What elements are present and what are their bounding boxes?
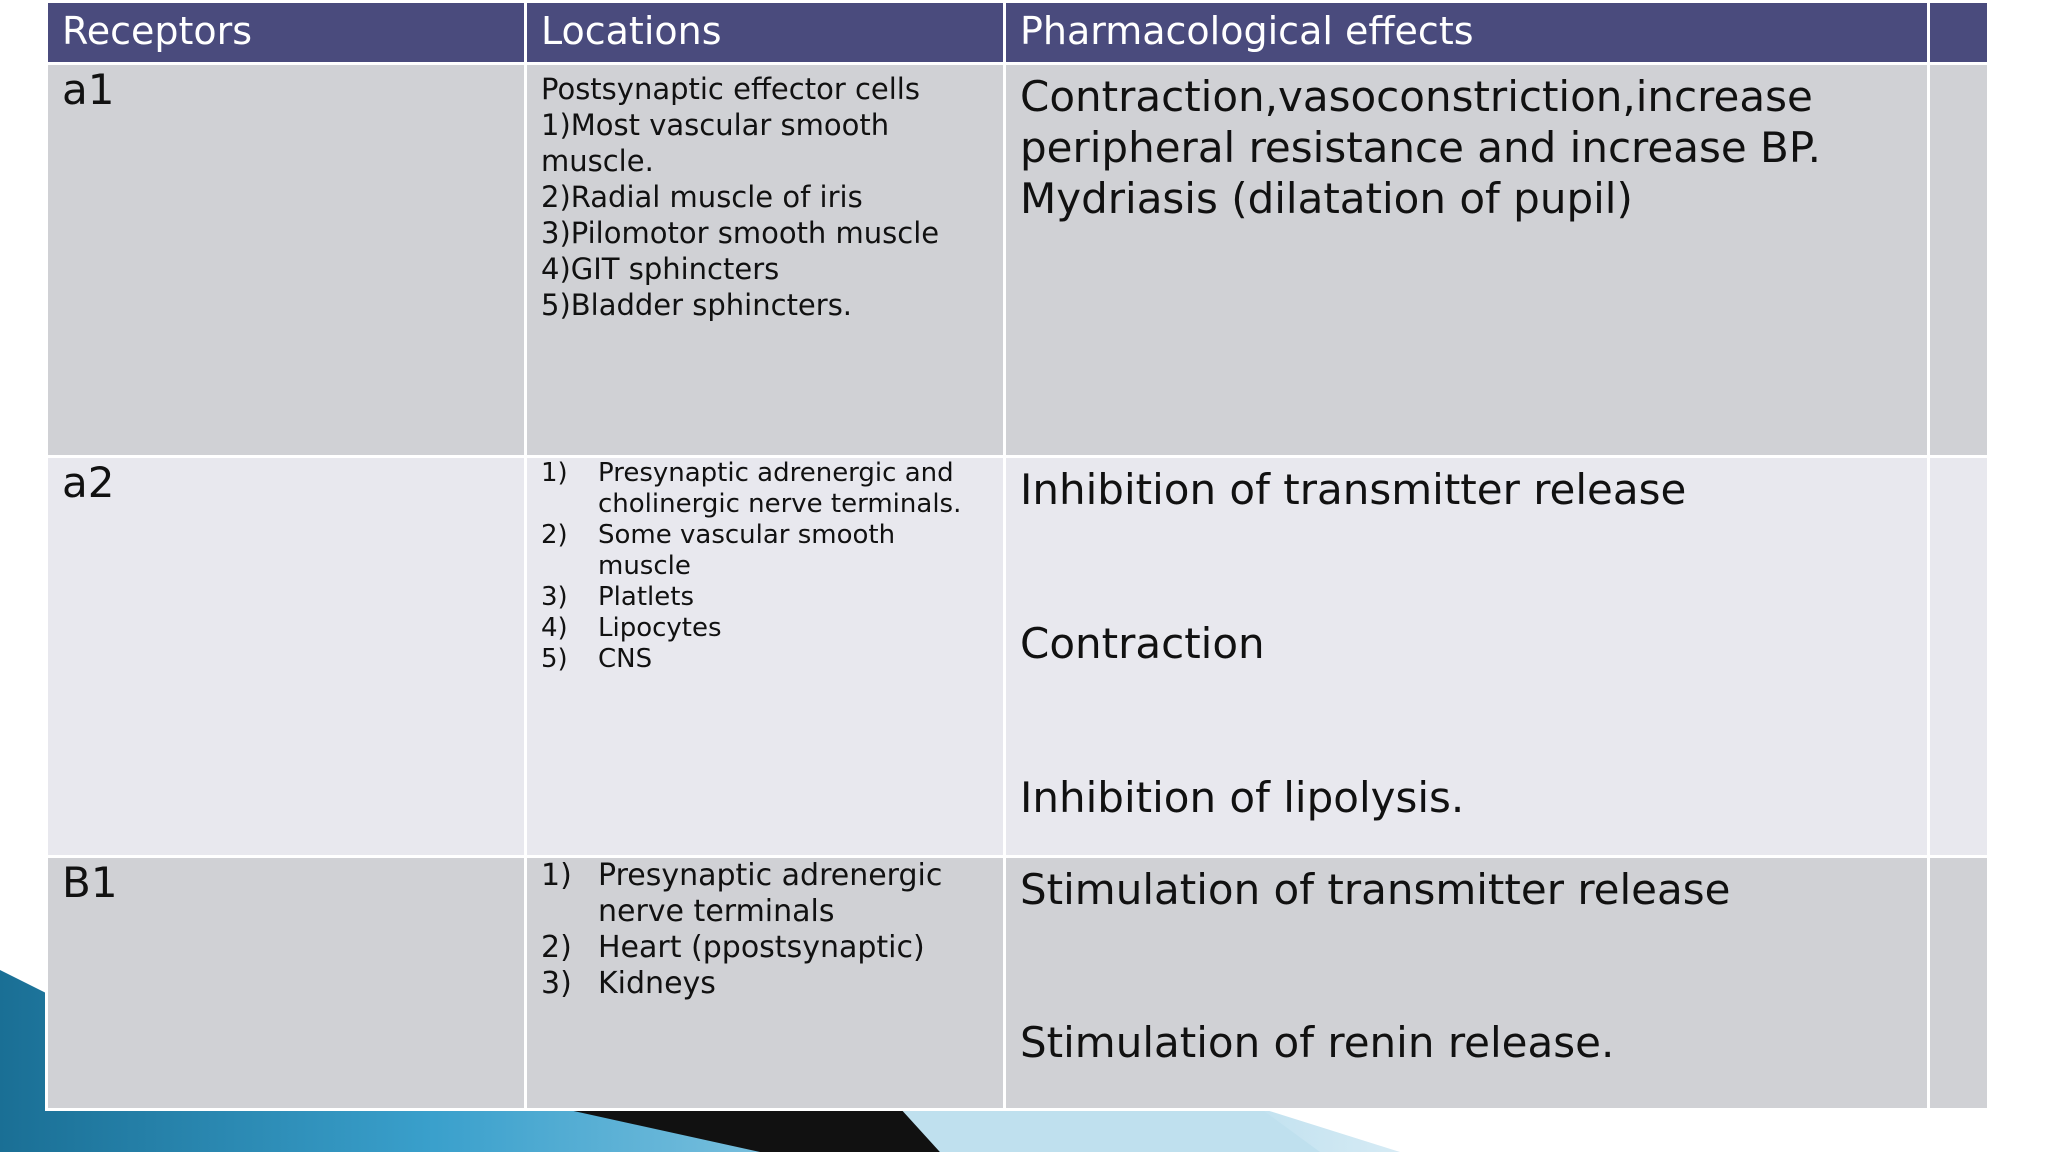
location-item: 5)Bladder sphincters. — [541, 288, 853, 322]
location-item — [541, 966, 989, 1002]
item-text: CNS — [598, 644, 653, 674]
item-number: 3) — [541, 582, 568, 612]
location-item — [541, 582, 989, 613]
location-item: 2)Radial muscle of iris — [541, 180, 863, 214]
location-item — [541, 930, 989, 966]
item-number: 3) — [541, 966, 572, 1001]
table-row-b1 — [47, 857, 1989, 1110]
item-text: Presynaptic adrenergic and cholinergic nerve terminals. — [598, 458, 962, 519]
effects-cell — [1005, 457, 1929, 857]
location-title: Postsynaptic effector cells — [541, 72, 920, 106]
item-text: Lipocytes — [598, 613, 722, 643]
effect-text: Stimulation of renin release. — [1020, 1018, 1615, 1067]
effect-text: Contraction — [1020, 619, 1265, 668]
item-number: 1) — [541, 858, 572, 893]
effects-cell — [1005, 857, 1929, 1110]
item-text: Kidneys — [598, 966, 716, 1001]
locations-cell — [526, 64, 1005, 457]
location-item — [541, 644, 989, 675]
location-list — [541, 858, 989, 1002]
item-number: 1) — [541, 458, 568, 488]
location-item: 1)Most vascular smooth muscle. — [541, 108, 890, 178]
header-empty — [1929, 2, 1989, 64]
header-receptors: Receptors — [47, 2, 526, 64]
effect-text: Stimulation of transmitter release — [1020, 865, 1731, 914]
location-item — [541, 613, 989, 644]
header-pharmacological-effects: Pharmacological effects — [1005, 2, 1929, 64]
item-text: Presynaptic adrenergic nerve terminals — [598, 858, 943, 929]
item-number: 5) — [541, 644, 568, 674]
item-number: 2) — [541, 930, 572, 965]
location-item: 3)Pilomotor smooth muscle — [541, 216, 940, 250]
effect-text: Inhibition of transmitter release — [1020, 465, 1687, 514]
locations-cell — [526, 457, 1005, 857]
effects-cell — [1005, 64, 1929, 457]
locations-cell — [526, 857, 1005, 1110]
receptor-table — [45, 0, 1990, 1111]
receptor-cell: a2 — [47, 457, 526, 857]
location-item — [541, 858, 989, 930]
empty-cell — [1929, 64, 1989, 457]
location-list — [541, 458, 989, 675]
effect-text: Contraction,vasoconstriction,increase peripheral resistance and increase BP. — [1020, 72, 1821, 172]
item-text: Some vascular smooth muscle — [598, 520, 896, 581]
empty-cell — [1929, 457, 1989, 857]
table-row-a1 — [47, 64, 1989, 457]
receptor-cell: a1 — [47, 64, 526, 457]
item-text: Platlets — [598, 582, 694, 612]
header-locations: Locations — [526, 2, 1005, 64]
location-item — [541, 520, 989, 582]
location-item — [541, 458, 989, 520]
empty-cell — [1929, 857, 1989, 1110]
effect-text: Mydriasis (dilatation of pupil) — [1020, 174, 1633, 223]
location-item: 4)GIT sphincters — [541, 252, 780, 286]
receptor-cell: B1 — [47, 857, 526, 1110]
item-text: Heart (ppostsynaptic) — [598, 930, 925, 965]
item-number: 4) — [541, 613, 568, 643]
item-number: 2) — [541, 520, 568, 550]
header-row — [47, 2, 1989, 64]
table-row-a2 — [47, 457, 1989, 857]
effect-text: Inhibition of lipolysis. — [1020, 773, 1465, 822]
